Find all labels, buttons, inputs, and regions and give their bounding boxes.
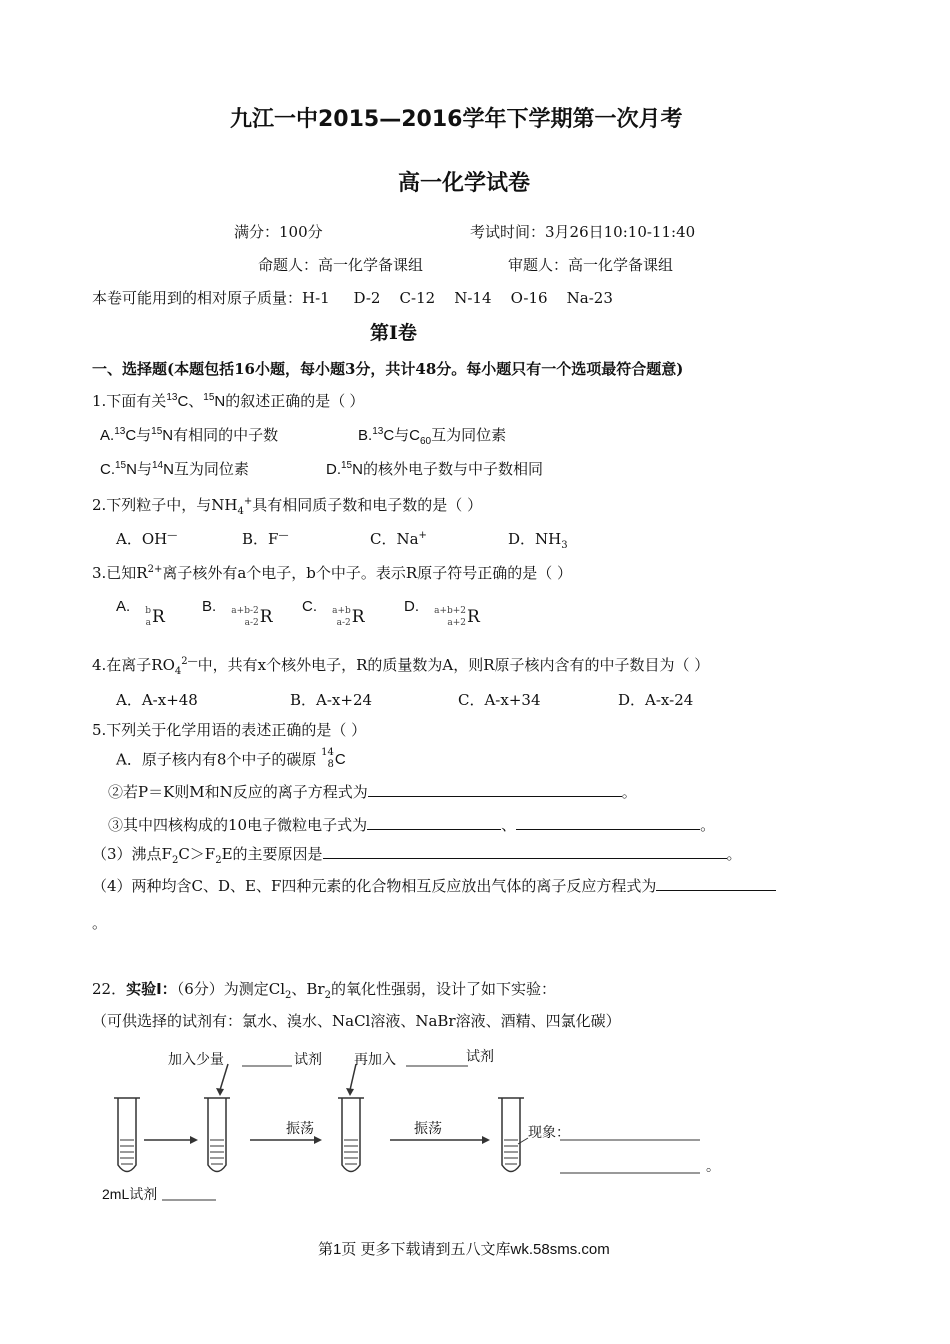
fig-shake1: 振荡 — [286, 1120, 314, 1136]
q2-option-b: B．F— — [242, 530, 289, 548]
fig-add-again: 再加入 — [354, 1051, 396, 1067]
q4-option-c: C．A-x+34 — [458, 691, 541, 709]
fig-reagent1: 试剂 — [294, 1051, 322, 1067]
q2-stem: 2.下列粒子中，与$NH_4^+$具有相同质子数和电子数的是（ ） — [92, 496, 483, 517]
answer-blank[interactable] — [368, 782, 622, 797]
fig-add-small: 加入少量 — [168, 1051, 224, 1067]
q3-option-d: D. a+b+2 a+2 R — [404, 598, 480, 628]
q2-option-c: C．Na+ — [370, 530, 427, 548]
q3-option-c: C. a+b a-2 R — [302, 598, 365, 628]
q4-stem: 4.在离子$RO_4^{2—}$中，共有x个核外电子，R的质量数为A，则R原子核内含有的中子数目为（ ） — [92, 656, 710, 677]
exam-title: 九江一中2015—2016学年下学期第一次月考 — [230, 107, 683, 132]
reviewer: 审题人：高一化学备课组 — [508, 256, 674, 274]
q3-option-a: A. b a R — [116, 598, 165, 628]
test-tube-1 — [114, 1098, 140, 1172]
page-footer: 第1页 更多下载请到五八文库wk.58sms.com — [318, 1241, 610, 1258]
q2-option-a: A．OH— — [116, 530, 178, 548]
q1-option-b: B.$^{13}$C与$C_{60}$互为同位素 — [358, 426, 507, 447]
fig-shake2: 振荡 — [414, 1120, 442, 1136]
exam-subtitle: 高一化学试卷 — [398, 171, 531, 196]
exam-time: 考试时间：3月26日10:10-11:40 — [470, 223, 696, 241]
answer-blank[interactable] — [323, 844, 727, 859]
q21-part5-end: 。 — [92, 914, 108, 932]
q21-part2: ②若P＝K则M和N反应的离子方程式为 。 — [108, 783, 637, 801]
answer-blank[interactable] — [656, 876, 776, 891]
test-tube-4 — [498, 1098, 524, 1172]
q21-part5: （4）两种均含C、D、E、F四种元素的化合物相互反应放出气体的离子反应方程式为 — [92, 875, 776, 896]
fig-phenomenon: 现象： — [528, 1124, 570, 1140]
q5-stem: 5.下列关于化学用语的表述正确的是（ ） — [92, 721, 367, 739]
q5-option-a: A．原子核内有8个中子的碳原 14 8 C — [116, 747, 346, 770]
q2-option-d: D．$NH_3$ — [508, 530, 568, 551]
volume-heading: 第Ⅰ卷 — [370, 322, 417, 344]
q22-stem: 22．实验Ⅰ：（6分）为测定$Cl_2$、$Br_2$的氧化性强弱，设计了如下实验： — [92, 980, 556, 1001]
section-heading: 一、选择题(本题包括16小题，每小题3分，共计48分。每小题只有一个选项最符合题意) — [92, 360, 684, 378]
q21-part4: （3）沸点$F_2C>F_2E$的主要原因是 。 — [92, 845, 742, 866]
full-score: 满分：100分 — [234, 223, 323, 241]
atomic-mass-line: 本卷可能用到的相对原子质量：H-1 D-2 C-12 N-14 O-16 Na-23 — [92, 289, 613, 307]
fig-start-reagent: 2mL试剂 — [102, 1186, 158, 1202]
q1-stem: 1.下面有关$^{13}$C、$^{15}$N的叙述正确的是（ ） — [92, 392, 365, 410]
q22-reagents: （可供选择的试剂有：氯水、溴水、NaCl溶液、NaBr溶液、酒精、四氯化碳） — [92, 1012, 621, 1030]
setter: 命题人：高一化学备课组 — [258, 256, 424, 274]
test-tube-2 — [204, 1098, 230, 1172]
q3-stem: 3.已知$R^{2+}$离子核外有a个电子，b个中子。表示R原子符号正确的是（ ） — [92, 564, 572, 582]
q1-option-d: D.$^{15}$N的核外电子数与中子数相同 — [326, 460, 543, 478]
q4-option-b: B．A-x+24 — [290, 691, 373, 709]
q21-part3: ③其中四核构成的10电子微粒电子式为 、 。 — [108, 816, 716, 834]
answer-blank[interactable] — [367, 815, 501, 830]
test-tube-3 — [338, 1098, 364, 1172]
answer-blank[interactable] — [516, 815, 700, 830]
q4-option-d: D．A-x-24 — [618, 691, 694, 709]
q1-option-a: A.$^{13}$C与$^{15}$N有相同的中子数 — [100, 426, 279, 444]
q1-option-c: C.$^{15}$N与$^{14}$N互为同位素 — [100, 460, 249, 478]
fig-reagent2: 试剂 — [466, 1048, 494, 1064]
q4-option-a: A．A-x+48 — [116, 691, 198, 709]
q3-option-b: B. a+b-2 a-2 R — [202, 598, 273, 628]
fig-period: 。 — [706, 1158, 720, 1174]
